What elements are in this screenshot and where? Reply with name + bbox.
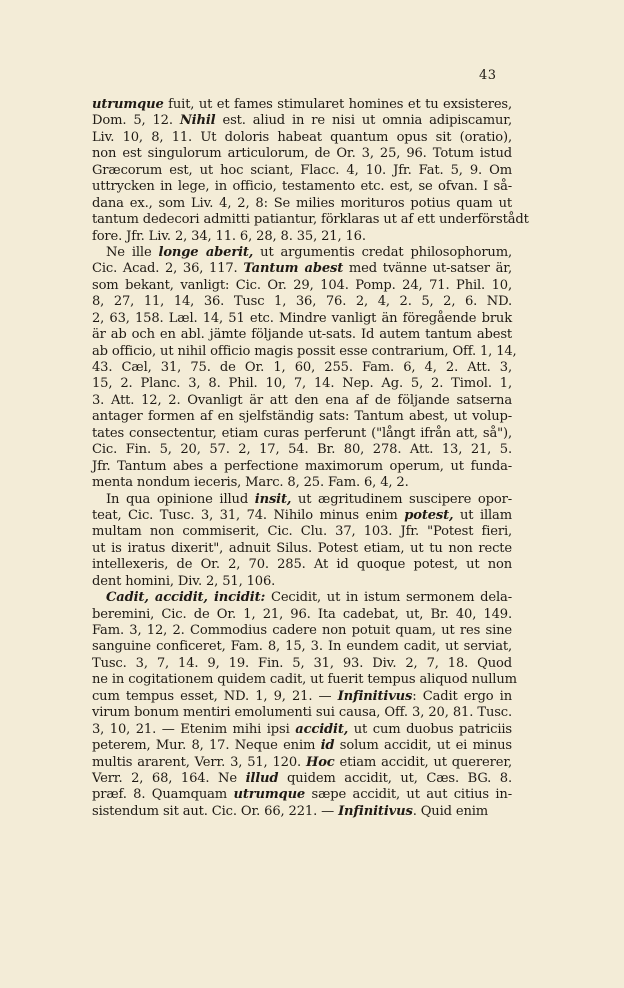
text-line xyxy=(92,705,512,721)
text-line xyxy=(92,327,512,343)
text-line xyxy=(92,311,512,327)
emphasized-term: Cadit, accidit, incidit: xyxy=(106,590,266,606)
text-segment: est. aliud in re nisi ut omnia adipiscamur, xyxy=(215,113,512,129)
text-segment: peterem, Mur. 8, 17. Neque enim xyxy=(92,738,321,754)
emphasized-term: Infinitivus xyxy=(338,803,413,819)
text-segment: 15, 2. Planc. 3, 8. Phil. 10, 7, 14. Nep. Ag. 5, 2. Timol. 1, xyxy=(92,376,512,392)
paragraph xyxy=(92,97,529,245)
emphasized-term: utrumque xyxy=(233,787,306,803)
text-segment: ut argumentis credat philosophorum, xyxy=(253,244,512,260)
text-segment: multam non commiserit, Cic. Clu. 37, 103. Jfr. "Potest fieri, xyxy=(92,524,512,540)
text-line xyxy=(92,541,512,557)
text-line xyxy=(92,475,512,491)
text-line xyxy=(92,261,512,277)
text-segment: teat, Cic. Tusc. 3, 31, 74. Nihilo minus enim xyxy=(92,507,405,523)
emphasized-term: id xyxy=(320,738,335,754)
text-segment: sistendum sit aut. Cic. Or. 66, 221. — xyxy=(92,803,339,819)
text-line xyxy=(92,442,512,458)
text-segment: fore. Jfr. Liv. 2, 34, 11. 6, 28, 8. 35, 21, 16. xyxy=(92,228,366,244)
emphasized-term: illud xyxy=(245,770,279,786)
text-line xyxy=(92,755,512,771)
text-line xyxy=(92,376,512,392)
text-segment: præf. 8. Quamquam xyxy=(92,787,234,803)
text-segment: 43. Cæl, 31, 75. de Or. 1, 60, 255. Fam. 6, 4, 2. Att. 3, xyxy=(92,360,512,375)
paragraph xyxy=(92,244,517,492)
text-segment: menta nondum ieceris, Marc. 8, 25. Fam. 6, 4, 2. xyxy=(92,475,409,491)
text-line xyxy=(92,113,512,129)
text-line xyxy=(92,508,512,524)
text-line xyxy=(92,130,512,146)
paragraph xyxy=(92,590,517,820)
text-line xyxy=(92,639,512,655)
text-line xyxy=(92,294,512,310)
text-segment: Liv. 10, 8, 11. Ut doloris habeat quantum opus sit (oratio), xyxy=(92,129,512,145)
text-line xyxy=(92,245,512,261)
text-line xyxy=(92,409,512,425)
text-segment: Cic. Fin. 5, 20, 57. 2, 17, 54. Br. 80, 278. Att. 13, 21, 5. xyxy=(92,442,512,458)
emphasized-term: Infinitivus xyxy=(337,688,413,704)
text-segment: Fam. 3, 12, 2. Commodius cadere non potuit quam, ut res sine xyxy=(92,623,512,638)
text-segment: Tusc. 3, 7, 14. 9, 19. Fin. 5, 31, 93. Div. 2, 7, 18. Quod xyxy=(92,655,512,671)
text-line xyxy=(92,672,517,688)
text-line xyxy=(92,360,512,376)
text-line xyxy=(92,771,512,787)
emphasized-term: potest, xyxy=(404,507,454,523)
text-segment: dana ex., som Liv. 4, 2, 8: Se milies morituros potius quam ut xyxy=(92,195,512,211)
text-segment: Dom. 5, 12. xyxy=(92,113,180,129)
emphasized-term: insit, xyxy=(254,491,292,507)
text-line xyxy=(92,146,512,162)
text-segment: tates consectentur, etiam curas perferunt ("långt ifrån att, så"), xyxy=(92,425,512,441)
text-segment: med tvänne ut-satser är, xyxy=(343,261,512,277)
text-line xyxy=(92,524,512,540)
text-segment: som bekant, vanligt: Cic. Or. 29, 104. Pomp. 24, 71. Phil. 10, xyxy=(92,277,512,293)
text-segment: ne in cogitationem quidem cadit, ut fuerit tempus aliquod nullum xyxy=(92,672,517,688)
text-line xyxy=(92,804,512,820)
text-line xyxy=(92,738,512,754)
text-segment: multis ararent, Verr. 3, 51, 120. xyxy=(92,754,306,770)
text-segment: 2, 63, 158. Læl. 14, 51 etc. Mindre vanligt än föregående bruk xyxy=(92,310,512,326)
page-number: 43 xyxy=(479,68,497,83)
text-segment: dent homini, Div. 2, 51, 106. xyxy=(92,573,276,589)
text-line xyxy=(92,607,512,623)
emphasized-term: longe aberit, xyxy=(158,244,254,260)
text-line xyxy=(92,229,512,245)
text-line xyxy=(92,492,512,508)
text-segment: . Quid enim xyxy=(412,803,489,819)
text-segment: ut ægritudinem suscipere opor- xyxy=(291,491,512,507)
text-segment: tantum dedecori admitti patiantur, förklaras ut af ett underförstådt xyxy=(92,212,529,228)
text-segment: sanguine conficeret, Fam. 8, 15, 3. In eundem cadit, ut serviat, xyxy=(92,639,512,655)
emphasized-term: Tantum abest xyxy=(243,261,344,277)
text-line xyxy=(92,656,512,672)
text-line xyxy=(92,343,517,360)
text-line xyxy=(92,590,512,606)
text-line xyxy=(92,179,512,195)
text-segment: cum tempus esset, ND. 1, 9, 21. — xyxy=(92,688,338,704)
text-segment: intellexeris, de Or. 2, 70. 285. At id quoque potest, ut non xyxy=(92,557,512,573)
text-segment: ab officio, ut nihil officio magis possit esse contrarium, Off. 1, 14, xyxy=(92,343,517,359)
text-segment: non est singulorum articulorum, de Or. 3, 25, 96. Totum istud xyxy=(92,146,512,162)
text-segment: virum bonum mentiri emolumenti sui causa, Off. 3, 20, 81. Tusc. xyxy=(92,705,512,721)
text-line xyxy=(92,196,512,212)
text-segment: Ne ille xyxy=(106,244,159,260)
emphasized-term: accidit, xyxy=(295,721,349,737)
text-line xyxy=(92,722,512,738)
text-line xyxy=(92,574,512,590)
text-line xyxy=(92,426,512,442)
text-segment: 3. Att. 12, 2. Ovanligt är att den ena af de följande satserna xyxy=(92,392,512,408)
text-segment: Cecidit, ut in istum sermonem dela- xyxy=(265,590,512,606)
text-line xyxy=(92,557,512,573)
text-segment: ut cum duobus patriciis xyxy=(348,721,512,737)
text-line xyxy=(92,689,512,705)
text-segment: etiam accidit, ut quererer, xyxy=(334,754,513,770)
text-segment: Verr. 2, 68, 164. Ne xyxy=(92,770,246,786)
text-line xyxy=(92,623,512,639)
text-line xyxy=(92,787,512,803)
emphasized-term: Hoc xyxy=(305,754,335,770)
text-segment: sæpe accidit, ut aut citius in- xyxy=(305,787,512,803)
text-segment: fuit, ut et fames stimularet homines et tu exsisteres, xyxy=(163,97,512,112)
emphasized-term: Nihil xyxy=(179,113,216,129)
text-segment: Græcorum est, ut hoc sciant, Flacc. 4, 10. Jfr. Fat. 5, 9. Om xyxy=(92,162,512,178)
text-segment: : Cadit ergo in xyxy=(412,688,512,704)
text-line xyxy=(92,459,512,475)
text-segment: antager formen af en sjelfständig sats: Tantum abest, ut volup- xyxy=(92,409,512,425)
text-segment: 8, 27, 11, 14, 36. Tusc 1, 36, 76. 2, 4, 2. 5, 2, 6. ND. xyxy=(92,294,512,310)
text-line xyxy=(92,278,512,294)
text-segment: Jfr. Tantum abes a perfectione maximorum operum, ut funda- xyxy=(92,458,512,474)
text-line xyxy=(92,97,512,113)
text-segment: ut illam xyxy=(453,507,512,523)
text-segment: uttrycken in lege, in officio, testamento etc. est, se ofvan. I så- xyxy=(92,179,512,195)
paragraph xyxy=(92,492,512,591)
text-segment: solum accidit, ut ei minus xyxy=(334,738,513,754)
text-line xyxy=(92,163,512,179)
text-line xyxy=(92,212,529,228)
text-segment: är ab och en abl. jämte följande ut-sats. Id autem tantum abest xyxy=(92,327,512,343)
text-segment: quidem accidit, ut, Cæs. BG. 8. xyxy=(278,770,512,786)
text-segment: beremini, Cic. de Or. 1, 21, 96. Ita cadebat, ut, Br. 40, 149. xyxy=(92,606,512,622)
text-segment: ut is iratus dixerit", adnuit Silus. Potest etiam, ut tu non recte xyxy=(92,540,512,556)
text-segment: 3, 10, 21. — Etenim mihi ipsi xyxy=(92,721,296,737)
text-line xyxy=(92,393,512,409)
body-text xyxy=(92,97,529,820)
emphasized-term: utrumque xyxy=(92,97,164,112)
text-segment: Cic. Acad. 2, 36, 117. xyxy=(92,261,244,277)
text-segment: In qua opinione illud xyxy=(106,491,255,507)
